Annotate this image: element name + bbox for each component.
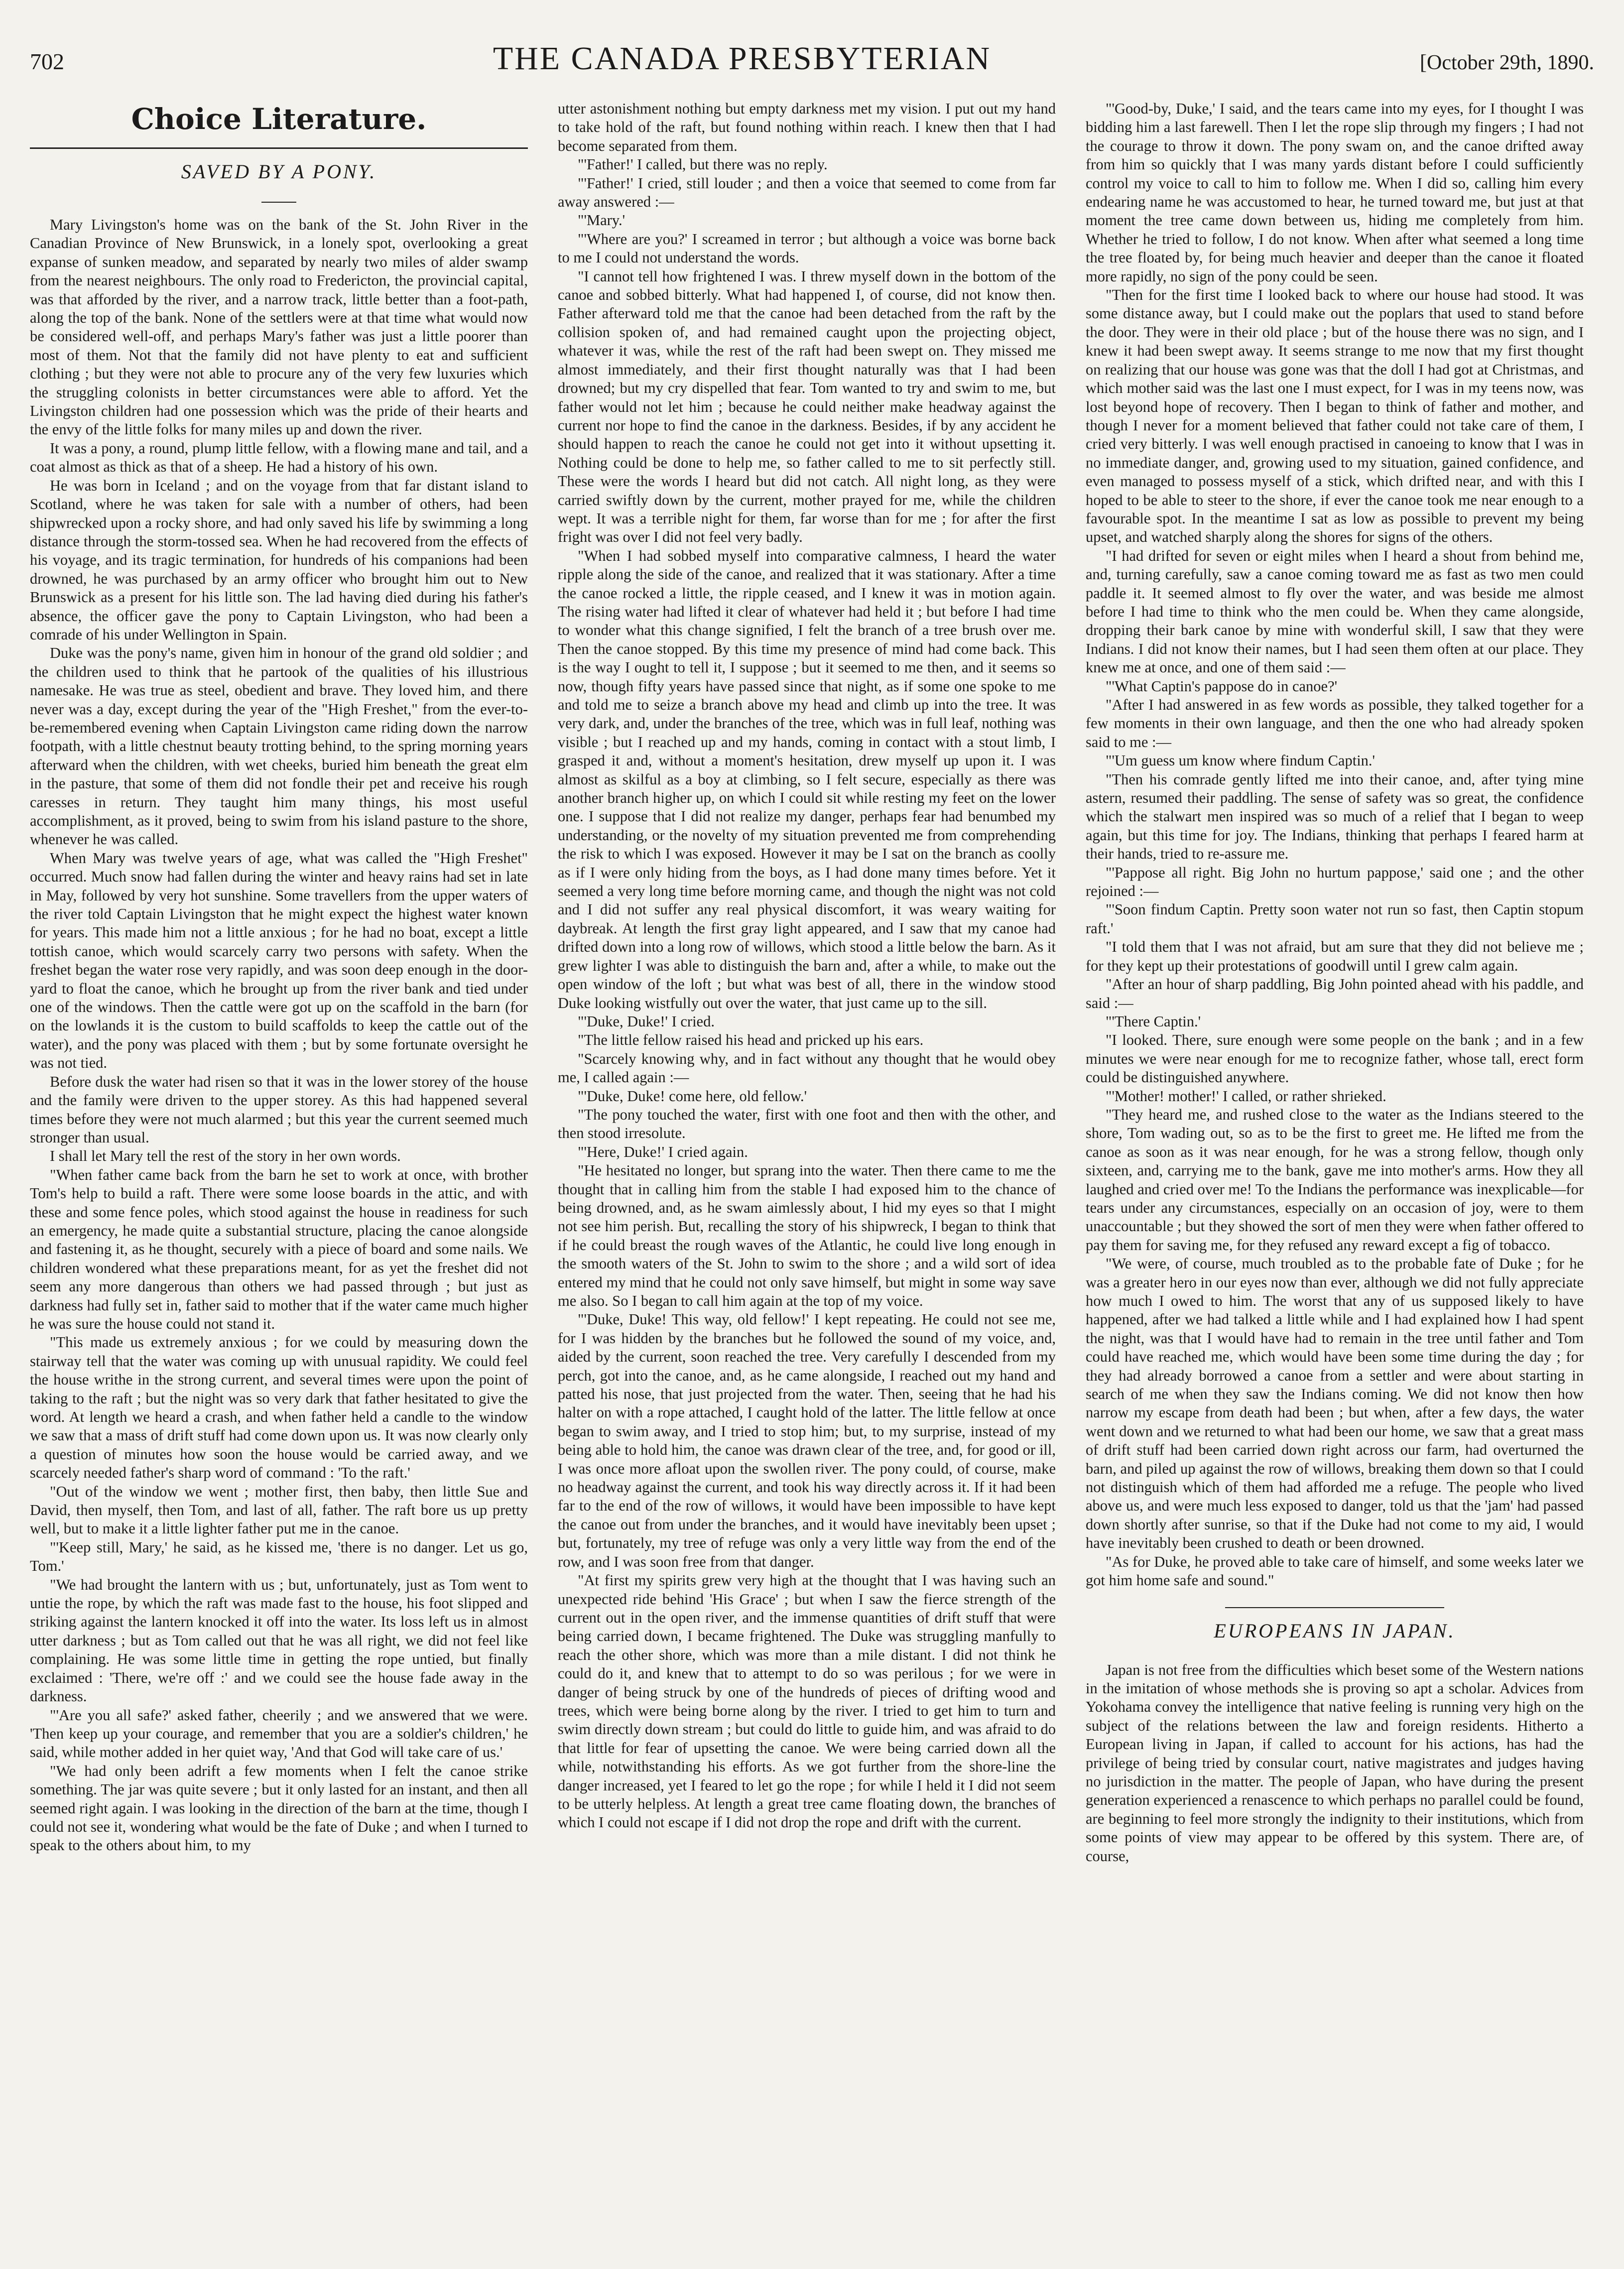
- paragraph: "He hesitated no longer, but sprang into the water. Then there came to me the thought that in calling him from the stable I had exposed him to the chance of being drowned, and, as he swam aimlessly about, I hid my eyes so that I might not see him perish. But, recalling the story of his shipwreck, I began to think that if he could breast the rough waves of the Atlantic, he could live long enough in the smooth waters of the St. John to swim to the shore ; and a wild sort of idea entered my mind that he could not only save himself, but might in some way save me also. So I began to call him again at the top of my voice.: [558, 1162, 1056, 1309]
- section-title: Choice Literature.: [131, 102, 427, 136]
- paragraph: "'Father!' I called, but there was no reply.: [578, 156, 828, 173]
- paragraph: "I told them that I was not afraid, but am sure that they did not believe me ; for they kept up their protestations of goodwill until I grew calm again.: [1086, 938, 1584, 974]
- paragraph: "'Good-by, Duke,' I said, and the tears came into my eyes, for I thought I was bidding him a last farewell. Then I let the rope slip through my fingers ; I had not the courage to throw it down. The pony swam on, and the canoe drifted away from him so quickly that I was many yards distant before I could sufficiently control my voice to call to him to follow me. When I did so, calling him every endearing name he was accustomed to hear, he turned toward me, but just at that moment the tree came down between us, hiding me completely from him. Whether he tried to follow, I do not know. When after what seemed a long time the tree floated by, for being much heavier and deeper than the canoe it floated more rapidly, no sign of the pony could be seen.: [1086, 100, 1584, 285]
- paragraph: "The pony touched the water, first with one foot and then with the other, and then stood irresolute.: [558, 1106, 1056, 1142]
- paragraph: "After an hour of sharp paddling, Big John pointed ahead with his paddle, and said :—: [1086, 976, 1584, 1011]
- column-3: [1086, 100, 1584, 2241]
- paragraph: "'Mary.': [578, 212, 625, 229]
- paragraph: When Mary was twelve years of age, what was called the "High Freshet" occurred. Much snow had fallen during the winter and heavy rains had set in late in May, followed by very hot sunshine. Some travellers from the upper waters of the river told Captain Livingston that he might expect the highest water known for years. This made him not a little anxious ; for he had no boat, except a little tottish canoe, which would scarcely carry two persons with safety. When the freshet began the water rose very rapidly, and was soon deep enough in the door-yard to float the canoe, which he brought up from the river bank and tied under one of the windows. Then the cattle were got up on the scaffold in the barn (for on the lowlands it is the custom to build scaffolds to keep the cattle out of the water), and the pony was placed with them ; but by some fortunate oversight he was not tied.: [30, 849, 528, 1072]
- paragraph: "'Are you all safe?' asked father, cheerily ; and we answered that we were. 'Then keep up your courage, and remember that you are a soldier's children,' he said, while mother added in her quiet way, 'And that God will take care of us.': [30, 1706, 528, 1761]
- column-2: [558, 100, 1056, 2241]
- paragraph: I shall let Mary tell the rest of the story in her own words.: [50, 1147, 401, 1165]
- paragraph: "'Um guess um know where findum Captin.': [1106, 752, 1375, 769]
- article-title-saved-by-a-pony: SAVED BY A PONY.: [181, 160, 377, 183]
- paragraph: "They heard me, and rushed close to the water as the Indians steered to the shore, Tom wading out, so as to be the first to greet me. He lifted me from the canoe as soon as it was near enough, for he was a strong fellow, though only sixteen, and, carrying me to the bank, gave me into mother's arms. How they all laughed and cried over me! To the Indians the performance was inexplicable—for tears under any circumstances, especially on an occasion of joy, were to them unaccountable ; but they showed the sort of men they were when father offered to pay them for saving me, for they refused any reward except a fig of tobacco.: [1086, 1106, 1584, 1254]
- paragraph: "After I had answered in as few words as possible, they talked together for a few moments in their own language, and then the one who had already spoken said to me :—: [1086, 696, 1584, 751]
- publication-title: THE CANADA PRESBYTERIAN: [493, 40, 992, 77]
- paragraph: "'Duke, Duke! This way, old fellow!' I kept repeating. He could not see me, for I was hidden by the branches but he followed the sound of my voice, and, aided by the current, soon reached the tree. Very carefully I descended from my perch, got into the canoe, and, as he came alongside, I reached out my hand and patted his nose, that just projected from the water. Then, seeing that he had his halter on with a rope attached, I caught hold of the latter. The little fellow at once began to swim away, and I tried to stop him; but, to my surprise, instead of my being able to hold him, the canoe was drawn clear of the tree, and, for good or ill, I was once more afloat upon the swollen river. The pony could, of course, make no headway against the current, and took his way directly across it. If it had been far to the end of the row of willows, it would have been impossible to have kept the canoe out from under the branches, and it would have inevitably been upset ; but, fortunately, my tree of refuge was only a very little way from the end of the row, and I was soon free from that danger.: [558, 1311, 1056, 1570]
- article-title-europeans-in-japan: EUROPEANS IN JAPAN.: [1214, 1619, 1456, 1642]
- paragraph: "Scarcely knowing why, and in fact without any thought that he would obey me, I called again :—: [558, 1050, 1056, 1086]
- article-end-rule: [1225, 1607, 1444, 1608]
- paragraph: It was a pony, a round, plump little fellow, with a flowing mane and tail, and a coat almost as thick as that of a sheep. He had a history of his own.: [30, 439, 528, 476]
- paragraph: "Then for the first time I looked back to where our house had stood. It was some distance away, but I could make out the poplars that used to stand before the door. They were in their old place ; but of the house there was no sign, and I knew it had been swept away. It seems strange to me now that my first thought on realizing that our house was gone was that the doll I had got at Christmas, and which mother said was the last one I must expect, for I was in my teens now, was lost beyond hope of recovery. Then I began to think of father and mother, and though I never for a moment believed that father could not take care of them, I cried very bitterly. I was well enough practised in canoeing to know that I was in no immediate danger, and, growing used to my situation, gained confidence, and even managed to possess myself of a stick, which drifted near, and with this I hoped to be able to steer to the shore, if ever the canoe took me near enough to a favourable spot. In the meantime I sat as low as possible to prevent my being upset, and watched sharply along the shores for signs of the others.: [1086, 286, 1584, 546]
- paragraph: "The little fellow raised his head and pricked up his ears.: [578, 1031, 924, 1049]
- paragraph: "'Father!' I cried, still louder ; and then a voice that seemed to come from far away answered :—: [558, 174, 1056, 211]
- paragraph: He was born in Iceland ; and on the voyage from that far distant island to Scotland, where he was taken for sale with a number of others, had been shipwrecked upon a rocky shore, and had only saved his life by swimming a long distance through the storm-tossed sea. When he had recovered from the effects of his voyage, and its tragic termination, for hundreds of his companions had been drowned, he was purchased by an army officer who brought him out to New Brunswick as a present for his little son. The lad having died during his father's absence, the officer gave the pony to Captain Livingston, who had been a comrade of his under Wellington in Spain.: [30, 477, 528, 643]
- paragraph: "When father came back from the barn he set to work at once, with brother Tom's help to build a raft. There were some loose boards in the attic, and with these and some fence poles, which stood against the house in readiness for such an emergency, he made quite a substantial structure, placing the canoe alongside and fastening it, as he thought, securely with a piece of board and some nails. We children wondered what these preparations meant, for as yet the freshet did not seem any more dangerous than others we had passed through ; but just as darkness had fully set in, father said to mother that if the water came much higher he was sure the house could not stand it.: [30, 1166, 528, 1332]
- paragraph: "'Pappose all right. Big John no hurtum pappose,' said one ; and the other rejoined :—: [1086, 864, 1584, 900]
- paragraph: "I had drifted for seven or eight miles when I heard a shout from behind me, and, turning carefully, saw a canoe coming toward me as fast as two men could paddle it. It seemed almost to fly over the water, and was beside me almost before I had time to think who the men could be. When they came alongside, dropping their bark canoe by mine with wonderful skill, I saw that they were Indians. I did not know their names, but I had seen them often at our place. They knew me at once, and one of them said :—: [1086, 547, 1584, 676]
- paragraph: "'There Captin.': [1106, 1012, 1201, 1030]
- paragraph: "Out of the window we went ; mother first, then baby, then little Sue and David, then myself, then Tom, and last of all, father. The raft bore us up pretty well, but to make it a little lighter father put me in the canoe.: [30, 1483, 528, 1537]
- page-number: 702: [30, 49, 64, 74]
- paragraph: "'Duke, Duke! come here, old fellow.': [578, 1087, 807, 1105]
- paragraph: "Then his comrade gently lifted me into their canoe, and, after tying mine astern, resumed their paddling. The sense of safety was so great, the confidence which the stalwart men inspired was so much of a relief that I began to weep again, but this time for joy. The Indians, thinking that perhaps I feared harm at their hands, tried to re-assure me.: [1086, 770, 1584, 863]
- paragraph: "We had brought the lantern with us ; but, unfortunately, just as Tom went to untie the rope, by which the raft was made fast to the house, his foot slipped and striking against the lantern knocked it off into the water. Its loss left us in almost utter darkness ; but as Tom called out that he was all right, we did not feel like complaining. He was some little time in getting the rope untied, but finally exclaimed : 'There, we're off :' and we could see the house fade away in the darkness.: [30, 1576, 528, 1705]
- paragraph: "We were, of course, much troubled as to the probable fate of Duke ; for he was a greater hero in our eyes now than ever, although we did not fully appreciate how much I owed to him. The worst that any of us supposed likely to have happened, after we had talked a little while and I had explained how I had spent the night, was that I would have had to remain in the tree until father and Tom could have reached me, which would have been some time during the day ; for they had already borrowed a canoe from a settler and were about starting in search of me when they saw the Indians coming. We did not know then how narrow my escape from death had been ; but when, after a few days, the water went down and we returned to what had been our home, we saw that a great mass of drift stuff had been carried down right across our farm, had overturned the barn, and piled up against the row of willows, breaking them down so that I could not distinguish which of them had afforded me a refuge. The people who lived above us, and were much less exposed to danger, told us that the 'jam' had passed down shortly after sunrise, so that if the Duke had not come to my aid, I would have inevitably been crushed to death or been drowned.: [1086, 1255, 1584, 1552]
- paragraph: Japan is not free from the difficulties which beset some of the Western nations in the imitation of whose methods she is proving so apt a scholar. Advices from Yokohama convey the intelligence that native feeling is running very high on the subject of the relations between the law and foreign residents. Hitherto a European living in Japan, if called to account for his actions, has had the privilege of being tried by consular court, native magistrates and judges having no jurisdiction in the matter. The people of Japan, who have during the present generation experienced a renascence to which perhaps no parallel could be found, are beginning to feel more strongly the indignity to their institutions, which from some points of view may appear to be offered by this system. There are, of course,: [1086, 1661, 1584, 1865]
- issue-date: [October 29th, 1890.: [1420, 51, 1594, 74]
- paragraph: "'Soon findum Captin. Pretty soon water not run so fast, then Captin stopum raft.': [1086, 901, 1584, 937]
- column-1: [30, 100, 528, 2241]
- running-head: [30, 40, 1594, 85]
- paragraph: "'Mother! mother!' I called, or rather shrieked.: [1106, 1087, 1386, 1105]
- section-rule: [30, 147, 528, 149]
- paragraph: "At first my spirits grew very high at the thought that I was having such an unexpected ride behind 'His Grace' ; but when I saw the fierce strength of the current out in the open river, and the immense quantities of drift stuff that were being carried down, I became frightened. The Duke was struggling manfully to reach the other shore, which was more than a mile distant. I did not think he could do it, and knew that to attempt to do so was perilous ; for we were in danger of being struck by one of the hundreds of pieces of drifting wood and trees, which were being borne along by the river. I tried to get him to turn and swim directly down stream ; but could do little to guide him, and was afraid to do that little for fear of upsetting the canoe. We were being carried down all the while, notwithstanding his efforts. As we got further from the shore-line the danger increased, yet I feared to let go the rope ; for while I held it I did not seem to be utterly helpless. At length a great tree came floating down, the branches of which I could not escape if I did not drop the rope and drift with the current.: [558, 1572, 1056, 1831]
- paragraph: "I cannot tell how frightened I was. I threw myself down in the bottom of the canoe and sobbed bitterly. What had happened I, of course, did not know then. Father afterward told me that the canoe had been detached from the raft by the collision spoken of, and had remained caught upon the projecting object, whatever it was, while the rest of the raft had been swept on. They missed me almost immediately, and their first thought naturally was that I had been drowned; but my cry dispelled that fear. Tom wanted to try and swim to me, but father would not let him ; because he could neither make headway against the current nor hope to find the canoe in the darkness. Besides, if by any accident he should happen to reach the canoe he could not get into it without upsetting it. Nothing could be done to help me, so father called to me to sit perfectly still. These were the words I heard but did not catch. All night long, as they were carried swiftly down by the current, mother prayed for me, while the children wept. It was a terrible night for them, far worse than for me ; for after the first fright was over I did not feel very badly.: [558, 267, 1056, 546]
- paragraph: "I looked. There, sure enough were some people on the bank ; and in a few minutes we were near enough for me to recognize father, whose tall, erect form could be distinguished anywhere.: [1086, 1031, 1584, 1086]
- paragraph: "When I had sobbed myself into comparative calmness, I heard the water ripple along the side of the canoe, and realized that it was stationary. After a time the canoe rocked a little, the ripple ceased, and I knew it was in motion again. The rising water had lifted it clear of whatever had held it ; but before I had time to wonder what this change signified, I felt the branch of a tree brush over me. Then the canoe stopped. By this time my presence of mind had come back. This is the way I ought to tell it, I suppose ; but it seemed to me then, and it seems so now, though fifty years have passed since that night, as if some one spoke to me and told me to seize a branch above my head and climb up into the tree. It was very dark, and, under the branches of the tree, which was in full leaf, nothing was visible ; but I reached up and my hands, coming in contact with a stout limb, I grasped it and, without a moment's hesitation, drew myself up upon it. I was almost as skilful as a boy at climbing, so I felt secure, especially as there was another branch higher up, on which I could sit while resting my feet on the lower one. I suppose that I did not realize my danger, perhaps fear had benumbed my understanding, or the novelty of my situation prevented me from comprehending the risk to which I was exposed. However it may be I sat on the branch as coolly as if I were only hiding from the boys, as I had done many times before. Yet it seemed a very long time before morning came, and though the night was not cold and I did not suffer any real physical discomfort, it was weary waiting for daybreak. At length the first gray light appeared, and I saw that my canoe had drifted down into a long row of willows, which stood a little below the barn. As it grew lighter I was able to distinguish the barn and, after a while, to make out the open window of the loft ; but what was best of all, there in the window stood Duke looking wistfully out over the water, that just came up to the sill.: [558, 547, 1056, 1011]
- paragraph: "'Here, Duke!' I cried again.: [578, 1143, 748, 1160]
- paragraph: "We had only been adrift a few moments when I felt the canoe strike something. The jar was quite severe ; but it only lasted for an instant, and then all seemed right again. I was looking in the direction of the barn at the time, though I could not see it, wondering what would be the fate of Duke ; and when I turned to speak to the others about him, to my: [30, 1762, 528, 1854]
- paragraph: "'Where are you?' I screamed in terror ; but although a voice was borne back to me I could not understand the words.: [558, 230, 1056, 266]
- column-1-body: [30, 216, 528, 1855]
- paragraph: "'Keep still, Mary,' he said, as he kissed me, 'there is no danger. Let us go, Tom.': [30, 1538, 528, 1575]
- paragraph: "'What Captin's pappose do in canoe?': [1106, 677, 1338, 695]
- paragraph: utter astonishment nothing but empty darkness met my vision. I put out my hand to take hold of the raft, but found nothing within reach. I knew then that I had become separated from them.: [558, 100, 1056, 154]
- paragraph: Duke was the pony's name, given him in honour of the grand old soldier ; and the children used to think that he partook of the qualities of his illustrious namesake. He was true as steel, obedient and brave. They loved him, and there never was a day, except during the year of the "High Freshet," from the ever-to-be-remembered evening when Captain Livingston came riding down the narrow footpath, with a little chestnut beauty trotting behind, to the spring morning years afterward when the children, with wet cheeks, buried him beneath the great elm in the pasture, that some of them did not fondle their pet and receive his rough caresses in return. They taught him many things, his most useful accomplishment, as it proved, being to swim from his island pasture to the shore, whenever he was called.: [30, 644, 528, 848]
- paragraph: Mary Livingston's home was on the bank of the St. John River in the Canadian Province of New Brunswick, in a lonely spot, overlooking a great expanse of sunken meadow, and separated by nearly two miles of alder swamp from the nearest neighbours. The only road to Fredericton, the provincial capital, was that afforded by the river, and a narrow track, little better than a foot-path, along the top of the bank. None of the settlers were at that time what would now be considered well-off, and perhaps Mary's father was just a little poorer than most of them. Not that the family did not have plenty to eat and sufficient clothing ; but they were not able to procure any of the very few luxuries which the struggling colonists in better circumstances were able to afford. Yet the Livingston children had one possession which was the pride of their hearts and the envy of the little folks for many miles up and down the river.: [30, 216, 528, 438]
- paragraph: "This made us extremely anxious ; for we could by measuring down the stairway tell that the water was coming up with unusual rapidity. We could feel the house writhe in the strong current, and several times were upon the point of taking to the raft ; but the night was so very dark that father hesitated to give the word. At length we heard a crash, and when father held a candle to the window we saw that a mass of drift stuff had come down upon us. It was now clearly only a question of minutes how soon the house would be carried away, and we scarcely needed father's sharp word of command : 'To the raft.': [30, 1334, 528, 1482]
- paragraph: "As for Duke, he proved able to take care of himself, and some weeks later we got him home safe and sound.": [1086, 1553, 1584, 1589]
- paragraph: "'Duke, Duke!' I cried.: [578, 1012, 715, 1030]
- title-divider: [261, 202, 296, 203]
- paragraph: Before dusk the water had risen so that it was in the lower storey of the house and the family were driven to the upper storey. As this had happened several times before they were not much alarmed ; but this year the current seemed much stronger than usual.: [30, 1073, 528, 1146]
